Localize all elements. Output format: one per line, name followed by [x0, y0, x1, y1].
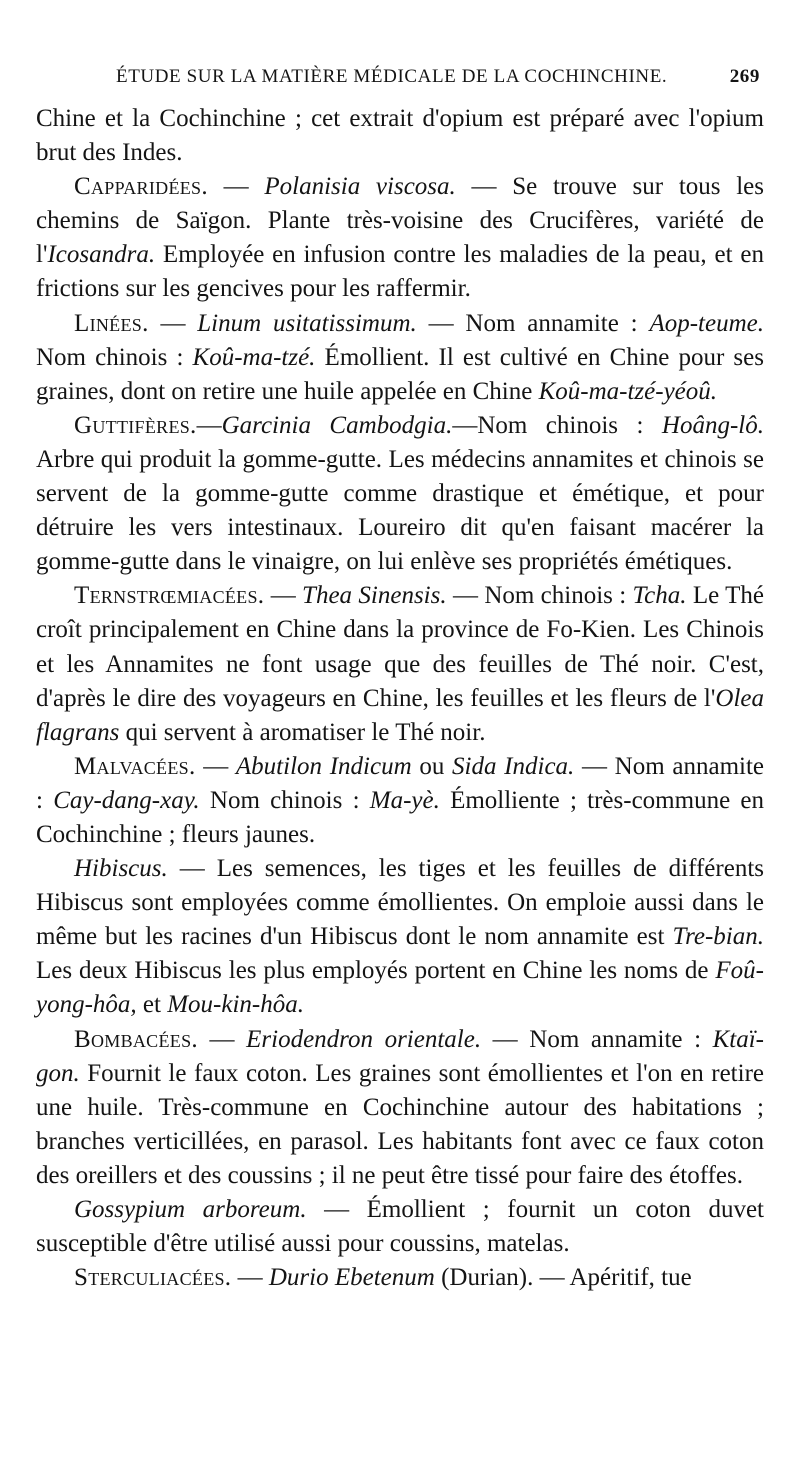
text-run: Nom chinois :	[199, 786, 370, 814]
paragraph	[36, 170, 764, 306]
text-run: — Émollient ; fournit un coton duvet susceptible d'être utilisé aussi pour coussins, matelas.	[36, 1196, 764, 1258]
text-run: — Nom annamite :	[36, 752, 765, 814]
text-run: —	[207, 173, 265, 201]
family-heading: Linées.	[74, 309, 149, 337]
text-run: ou	[411, 752, 453, 780]
text-run: Les deux Hibiscus les plus employés portent en Chine les noms de	[36, 957, 716, 985]
paragraph	[36, 852, 764, 1022]
italic-term: Linum usitatissimum.	[197, 309, 417, 337]
family-heading: Malvacées.	[74, 752, 196, 780]
italic-term: Cay-dang-xay.	[53, 786, 200, 814]
page-number: 269	[729, 66, 760, 87]
text-run: Employée en infusion contre les maladies de la peau, et en frictions sur les gencives pour les raffermir.	[36, 241, 764, 303]
italic-term: Icosandra.	[47, 241, 156, 269]
italic-term: Hibiscus.	[74, 855, 168, 883]
italic-term: Koû-ma-tzé.	[192, 343, 316, 371]
text-run: —	[197, 1025, 247, 1053]
text-run: —	[264, 582, 303, 610]
italic-term: Abutilon Indicum	[235, 752, 412, 780]
running-header	[100, 66, 760, 98]
text-run: — Nom annamite :	[481, 1025, 713, 1053]
italic-term: Ma-yè.	[369, 786, 440, 814]
text-run: Arbre qui produit la gomme-gutte. Les médecins annamites et chinois se servent de la gomme-gutte comme drastique et émétique, et pour détruire les vers intestinaux. Loureiro dit qu'en faisant macérer la gomme-gutte dans le vinaigre, on lui enlève ses propriétés émétiques.	[36, 445, 764, 576]
paragraph	[36, 1193, 764, 1261]
text-run: Fournit le faux coton. Les graines sont émollientes et l'on en retire une huile. Très-commune en Cochinchine autour des habitations ; branches verticillées, en parasol. Les habitants font avec ce faux coton des oreillers et des coussins ; il ne peut être tissé pour faire des étoffes.	[36, 1059, 764, 1189]
paragraph	[36, 409, 764, 579]
italic-term: Gossypium arboreum.	[74, 1196, 307, 1223]
italic-term: Hoâng-lô.	[661, 411, 764, 439]
italic-term: Tcha.	[632, 582, 687, 610]
text-run: —	[196, 411, 222, 439]
text-run: — Nom annamite :	[416, 309, 650, 337]
text-run: — Nom chinois :	[446, 582, 633, 610]
text-run: Le Thé croît principalement en Chine dans la province de Fo-Kien. Les Chinois et les Annamites ne font usage que des feuilles de Thé noir. C'est, d'après le dire des voyageurs en Chine, les feuilles et les fleurs de l'	[36, 582, 764, 712]
text-run: —	[231, 1264, 269, 1292]
paragraph	[36, 102, 764, 170]
family-heading: Guttifères.	[74, 411, 197, 439]
italic-term: Eriodendron orientale.	[246, 1025, 482, 1053]
text-run: —Nom chinois :	[452, 411, 662, 439]
family-heading: Ternstrœmiacées.	[74, 582, 265, 610]
text-run: —	[195, 752, 236, 780]
italic-term: Durio Ebetenum	[268, 1264, 435, 1292]
paragraph	[36, 579, 764, 749]
italic-term: Sida Indica.	[452, 752, 575, 780]
paragraph	[36, 1261, 764, 1295]
italic-term: Ktaï-gon.	[36, 1025, 765, 1087]
family-heading: Sterculiacées.	[74, 1264, 232, 1292]
italic-term: Tre-bian.	[672, 923, 764, 951]
family-heading: Capparidées.	[74, 173, 208, 201]
italic-term: Foû-yong-hôa,	[36, 957, 764, 1019]
text-run: (Durian). — Apéritif, tue	[434, 1264, 692, 1292]
text-run: Émollient. Il est cultivé en Chine pour ses graines, dont on retire une huile appelée en Chine	[36, 343, 764, 405]
paragraph	[36, 750, 764, 852]
text-run: Émolliente ; très-commune en Cochinchine ; fleurs jaunes.	[36, 786, 764, 848]
paragraph	[36, 1023, 764, 1193]
italic-term: Thea Sinensis.	[302, 582, 447, 610]
text-run: et	[136, 991, 168, 1019]
running-title: ÉTUDE SUR LA MATIÈRE MÉDICALE DE LA COCHINCHINE.	[116, 66, 668, 87]
text-run: —	[148, 309, 198, 337]
italic-term: Aop-teume.	[649, 309, 764, 337]
italic-term: Olea flagrans	[36, 684, 764, 746]
text-run: qui servent à aromatiser le Thé noir.	[119, 718, 486, 746]
text-run: Nom chinois :	[36, 343, 193, 371]
paragraph	[36, 307, 764, 409]
italic-term: Koû-ma-tzé-yéoû.	[538, 377, 718, 405]
text-run: — Se trouve sur tous les chemins de Saïgon. Plante très-voisine des Crucifères, variété de l'	[36, 173, 765, 269]
text-run: Chine et la Cochinchine ; cet extrait d'opium est préparé avec l'opium brut des Indes.	[36, 105, 764, 167]
italic-term: Polanisia viscosa.	[264, 173, 456, 201]
text-run: — Les semences, les tiges et les feuilles de différents Hibiscus sont employées comme émollientes. On emploie aussi dans le même but les racines d'un Hibiscus dont le nom annamite est	[36, 855, 764, 951]
body-text	[36, 102, 764, 1295]
italic-term: Garcinia Cambodgia.	[221, 411, 453, 439]
family-heading: Bombacées.	[74, 1025, 198, 1053]
italic-term: Mou-kin-hôa.	[167, 991, 304, 1019]
